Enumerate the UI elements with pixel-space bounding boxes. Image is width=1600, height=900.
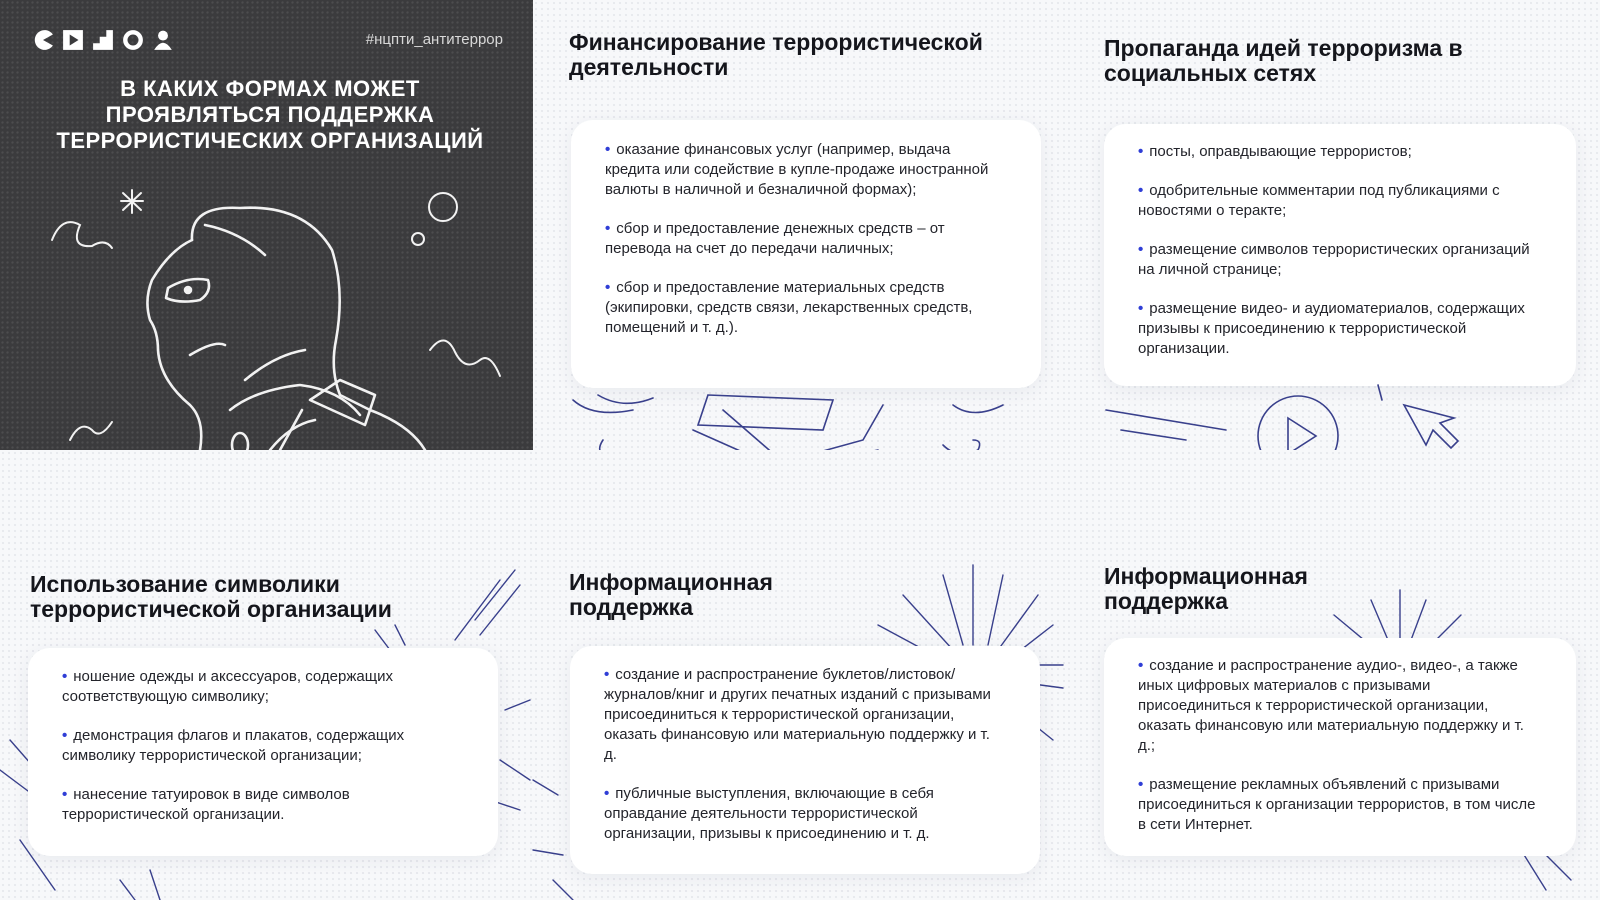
content-card [1104, 124, 1576, 386]
stairs-icon [92, 29, 114, 51]
list-item: • создание и распространение аудио-, видео-, а также иных цифровых материалов с призывами присоединиться к террористической организации, оказать финансовую или материальную поддержку и т. д.; [1138, 657, 1524, 754]
logo-icons [32, 29, 174, 51]
slide-info-support-print [533, 450, 1066, 900]
list-item: • ношение одежды и аксессуаров, содержащих соответствующую символику; [62, 668, 393, 705]
ring-icon [122, 29, 144, 51]
masked-figure-illustration [40, 180, 510, 450]
slide-info-support-digital [1066, 450, 1600, 900]
list-item: • размещение видео- и аудиоматериалов, содержащих призывы к присоединению к террористической организации. [1138, 300, 1525, 357]
slide-financing [533, 0, 1066, 450]
slide-heading: Пропаганда идей терроризма в социальных сетях [1104, 35, 1463, 86]
list-item: • нанесение татуировок в виде символов террористической организации. [62, 786, 350, 823]
slide-propaganda [1066, 0, 1600, 450]
cover-title: В КАКИХ ФОРМАХ МОЖЕТ ПРОЯВЛЯТЬСЯ ПОДДЕРЖКА ТЕРРОРИСТИЧЕСКИХ ОРГАНИЗАЦИЙ [56, 76, 484, 153]
slide-heading: Информационная поддержка [1104, 563, 1308, 614]
list-item: • публичные выступления, включающие в себя оправдание деятельности террористической организации, призывы к присоединению и т. д. [604, 785, 934, 842]
slide-symbols [0, 450, 533, 900]
list-item: • создание и распространение буклетов/листовок/журналов/книг и других печатных изданий с призывами присоединиться к террористической организации, оказать финансовую или материальную поддержку и т. д. [604, 666, 991, 763]
list-item: • размещение символов террористических организаций на личной странице; [1138, 241, 1530, 278]
content-card [571, 120, 1041, 388]
person-icon [152, 29, 174, 51]
list-item: • одобрительные комментарии под публикациями с новостями о теракте; [1138, 182, 1500, 219]
pacman-icon [32, 29, 54, 51]
list-item: • сбор и предоставление материальных средств (экипировки, средств связи, лекарственных средств, помещений и т. д.). [605, 279, 973, 336]
content-card [28, 648, 498, 856]
content-card [1104, 638, 1576, 856]
cover-slide [0, 0, 533, 450]
list-item: • демонстрация флагов и плакатов, содержащих символику террористической организации; [62, 727, 405, 764]
list-item: • сбор и предоставление денежных средств – от перевода на счет до передачи наличных; [605, 220, 945, 257]
play-icon [62, 29, 84, 51]
content-card [570, 646, 1040, 874]
slide-heading: Использование символики террористической организации [30, 571, 392, 622]
hashtag: #нцпти_антитеррор [365, 31, 503, 48]
slide-heading: Финансирование террористической деятельности [569, 29, 983, 80]
list-item: • оказание финансовых услуг (например, выдача кредита или содействие в купле-продаже иностранной валюты в наличной и безналичной формах); [605, 141, 989, 198]
list-item: • размещение рекламных объявлений с призывами присоединиться к организации террористов, в том числе в сети Интернет. [1138, 776, 1536, 833]
slide-heading: Информационная поддержка [569, 569, 773, 620]
list-item: • посты, оправдывающие террористов; [1138, 143, 1412, 160]
